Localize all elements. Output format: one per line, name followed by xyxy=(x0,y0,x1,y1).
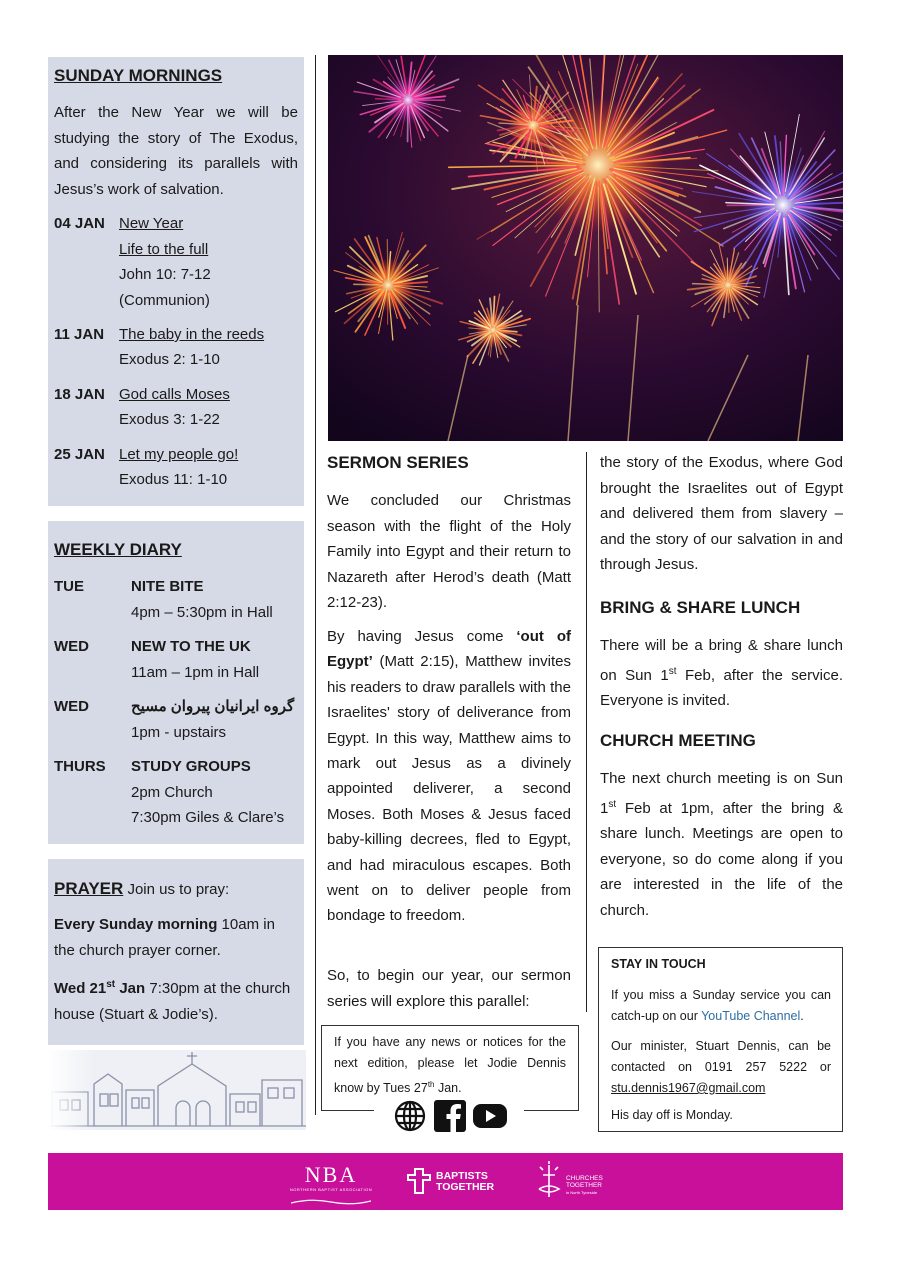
meeting-text-a: The next church meeting is on Sun 1 xyxy=(600,770,843,817)
touch-day-off: His day off is Monday. xyxy=(611,1108,733,1122)
touch-youtube-text xyxy=(611,985,831,1027)
column-divider xyxy=(315,55,316,1115)
service-title: The baby in the reeds xyxy=(119,326,265,343)
service-date: 04 JAN xyxy=(54,215,105,232)
touch-contact-text xyxy=(611,1036,831,1099)
service-title: Let my people go! xyxy=(119,446,239,463)
ct-line3: in North Tyneside xyxy=(566,1190,598,1195)
sermon-paragraph-2 xyxy=(327,624,571,929)
diary-detail: 7:30pm Giles & Clare’s xyxy=(131,809,285,826)
service-title: New Year xyxy=(119,215,184,232)
meeting-text xyxy=(600,766,843,923)
globe-icon[interactable] xyxy=(394,1100,426,1132)
meeting-text-b: Feb at 1pm, after the bring & share lunch. Meetings are open to everyone, so do come along if you are interested in the life of the church. xyxy=(600,799,844,919)
diary-day: WED xyxy=(54,698,89,715)
firework-spark xyxy=(387,239,388,278)
lunch-sup: st xyxy=(668,665,677,677)
sermon-p2-text: (Matt 2:15), Matthew invites his readers to draw parallels with the Israelites' story of deliverance from Egypt. In this way, Matthew aims to mark out Jesus as a divinely appointed deliverer, a second Moses. Both Moses & Jesus faced baby-killing decrees, fled to Egypt, and had miraculous escapes. Both went on to deliver people from bondage to freedom. xyxy=(327,653,571,925)
diary-detail: 11am – 1pm in Hall xyxy=(131,664,260,681)
diary-detail: 2pm Church xyxy=(131,784,213,801)
service-note: (Communion) xyxy=(119,292,210,309)
nba-logo-text: NBA xyxy=(304,1162,358,1187)
sermon-p2-text: By having Jesus come xyxy=(327,628,504,645)
service-date: 18 JAN xyxy=(54,386,105,403)
sermon-title: SERMON SERIES xyxy=(327,453,469,472)
sunday-mornings-panel xyxy=(48,57,304,506)
footer-banner xyxy=(48,1153,843,1210)
sermon-paragraph-4: the story of the Exodus, where God brought the Israelites out of Egypt and delivered them from slavery – and the story of our salvation in and through Jesus. xyxy=(600,454,843,574)
prayer-lead: Join us to pray: xyxy=(127,881,230,898)
diary-event: NITE BITE xyxy=(131,578,204,595)
firework-spark xyxy=(354,284,383,285)
service-date: 11 JAN xyxy=(54,326,105,343)
bt-line1: BAPTISTS xyxy=(436,1170,488,1182)
dove-cross-icon xyxy=(536,1161,562,1201)
youtube-channel-link[interactable]: YouTube Channel xyxy=(701,1009,801,1023)
prayer-sunday xyxy=(54,912,298,964)
prayer-wed-label xyxy=(54,980,145,997)
service-ref: Exodus 2: 1-10 xyxy=(119,351,220,368)
sermon-paragraph-3: So, to begin our year, our sermon series will explore this parallel: xyxy=(327,967,571,1010)
touch-p1-end: . xyxy=(800,1009,804,1023)
diary-event: NEW TO THE UK xyxy=(131,638,251,655)
nba-logo xyxy=(286,1163,376,1203)
lunch-text-a: There will be a bring & share lunch on Sun 1 xyxy=(600,637,843,684)
prayer-wed-detail: 7:30pm at the church house (Stuart & Jodie’s). xyxy=(54,980,291,1023)
touch-title: STAY IN TOUCH xyxy=(611,957,706,971)
service-ref: John 10: 7-12 xyxy=(119,266,211,283)
prayer-heading xyxy=(54,876,300,902)
service-date: 25 JAN xyxy=(54,446,105,463)
email-link[interactable]: stu.dennis1967@gmail.com xyxy=(611,1081,766,1095)
column-divider xyxy=(586,452,587,1012)
sermon-p2-quote: ‘out of Egypt’ xyxy=(327,628,571,671)
firework-spark xyxy=(727,258,728,281)
stay-in-touch-box xyxy=(598,947,843,1132)
prayer-wed-month: Jan xyxy=(119,980,146,997)
prayer-wed-day: Wed 21 xyxy=(54,980,107,997)
touch-p1: If you miss a Sunday service you can catch-up on our xyxy=(611,988,831,1023)
diary-title: WEEKLY DIARY xyxy=(54,540,182,559)
news-notice-text xyxy=(334,1032,566,1099)
diary-event: گروه ایرانیان پیروان مسیح xyxy=(131,698,295,715)
fireworks-graphic xyxy=(328,55,843,441)
wave-icon xyxy=(291,1198,371,1206)
fireworks-image xyxy=(328,55,843,441)
prayer-sunday-label: Every Sunday morning xyxy=(54,916,218,933)
youtube-icon[interactable] xyxy=(473,1102,507,1130)
prayer-sunday-detail: 10am in the church prayer corner. xyxy=(54,916,275,959)
church-sketch-image xyxy=(48,1050,306,1130)
service-ref: Exodus 3: 1-22 xyxy=(119,411,220,428)
service-title: God calls Moses xyxy=(119,386,230,403)
diary-detail: 4pm – 5:30pm in Hall xyxy=(131,604,273,621)
ct-line1: CHURCHES xyxy=(566,1175,603,1182)
diary-day: WED xyxy=(54,638,89,655)
lunch-text-b: Feb, after the service. Everyone is invited. xyxy=(600,666,843,709)
prayer-panel xyxy=(48,859,304,1045)
baptists-together-text xyxy=(436,1171,494,1193)
lunch-text xyxy=(600,633,843,714)
lunch-title: BRING & SHARE LUNCH xyxy=(600,598,801,617)
prayer-wed-sup: st xyxy=(106,979,116,990)
touch-p2: Our minister, Stuart Dennis, can be contacted on 0191 257 5222 or xyxy=(611,1039,831,1074)
nba-logo-subtitle: NORTHERN BAPTIST ASSOCIATION xyxy=(289,1187,373,1192)
weekly-diary-panel xyxy=(48,521,304,844)
service-ref: Exodus 11: 1-10 xyxy=(119,471,228,488)
churches-together-text xyxy=(566,1175,603,1196)
firework-spark xyxy=(728,289,729,312)
sermon-paragraph-1: We concluded our Christmas season with the flight of the Holy Family into Egypt and their return to Nazareth after Herod’s death (Matt 2:12-23). xyxy=(327,492,571,611)
cross-icon xyxy=(406,1167,432,1195)
meeting-sup: st xyxy=(608,798,617,810)
news-text: If you have any news or notices for the next edition, please let Jodie Dennis know by Tues 27 xyxy=(334,1035,566,1096)
sunday-title: SUNDAY MORNINGS xyxy=(54,66,223,85)
ct-line2: TOGETHER xyxy=(566,1182,602,1189)
prayer-wednesday xyxy=(54,972,298,1028)
diary-detail: 1pm - upstairs xyxy=(131,724,227,741)
facebook-icon[interactable] xyxy=(434,1100,466,1132)
sunday-intro: After the New Year we will be studying the story of The Exodus, and considering its parallels with Jesus’s work of salvation. xyxy=(54,104,298,198)
news-sup: th xyxy=(427,1080,435,1089)
news-text-end: Jan. xyxy=(437,1081,462,1096)
prayer-title: PRAYER xyxy=(54,879,124,898)
diary-event: STUDY GROUPS xyxy=(131,758,251,775)
diary-day: THURS xyxy=(54,758,106,775)
meeting-title: CHURCH MEETING xyxy=(600,731,756,750)
bt-line2: TOGETHER xyxy=(436,1181,495,1193)
diary-day: TUE xyxy=(54,578,84,595)
service-title: Life to the full xyxy=(119,241,209,258)
